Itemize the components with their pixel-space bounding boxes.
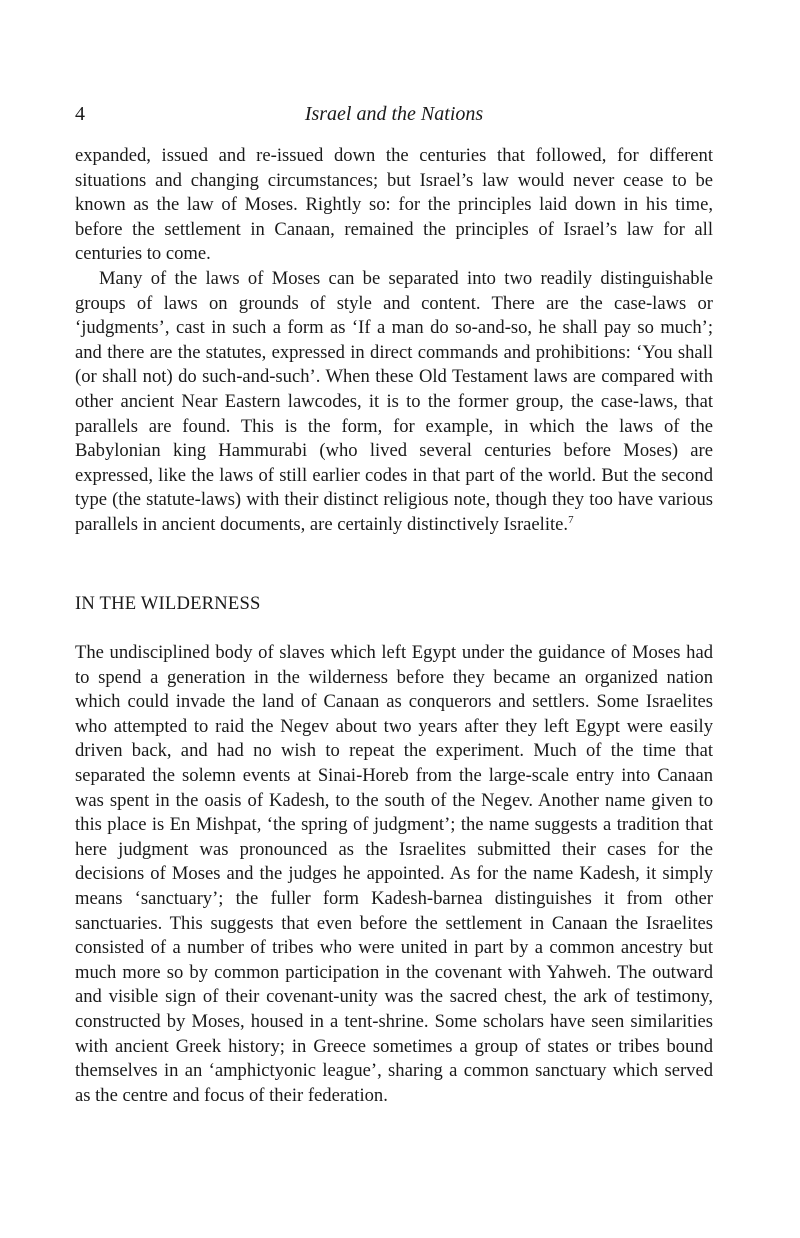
paragraph-1-text: expanded, issued and re-issued down the centuries that followed, for different situations and changing circumstances; but Israel’s law would never cease to be known as the law of Moses. Rightly so: for the principles laid down in his time, before the settlement in Canaan, remained the principles of Israel’s law for all centuries to come.: [75, 145, 713, 265]
page-number: 4: [75, 103, 85, 125]
running-title: Israel and the Nations: [304, 103, 484, 125]
paragraph-2: [75, 267, 713, 538]
paragraph-3-text: The undisciplined body of slaves which left Egypt under the guidance of Moses had to spend a generation in the wilderness before they became an organized nation which could invade the land of Canaan as conquerors and settlers. Some Israelites who attempted to raid the Negev about two years after they left Egypt were easily driven back, and had no wish to repeat the experiment. Much of the time that separated the solemn events at Sinai-Horeb from the large-scale entry into Canaan was spent in the oasis of Kadesh, to the south of the Negev. Another name given to this place is En Mishpat, ‘the spring of judgment’; the name suggests a tradition that here judgment was pronounced as the Israelites submitted their cases for the decisions of Moses and the judges he appointed. As for the name Kadesh, it simply means ‘sanctuary’; the fuller form Kadesh-barnea distinguishes it from other sanctuaries. This suggests that even before the settlement in Canaan the Israelites consisted of a number of tribes who were united in part by a common ancestry but much more so by common participation in the covenant with Yahweh. The outward and visible sign of their covenant-unity was the sacred chest, the ark of testimony, constructed by Moses, housed in a tent-shrine. Some scholars have seen similarities with ancient Greek history; in Greece sometimes a group of states or tribes bound themselves in an ‘amphictyonic league’, sharing a common sanctuary which served as the centre and focus of their federation.: [75, 642, 713, 1106]
section-heading: IN THE WILDERNESS: [75, 593, 261, 614]
paragraph-1: [75, 144, 713, 267]
paragraph-2-text: Many of the laws of Moses can be separated into two readily distinguishable groups of laws on grounds of style and content. There are the case-laws or ‘judgments’, cast in such a form as ‘If a man do so-and-so, he shall pay so much’; and there are the statutes, expressed in direct commands and prohibitions: ‘You shall (or shall not) do such-and-such’. When these Old Testament laws are compared with other ancient Near Eastern lawcodes, it is to the former group, the case-laws, that parallels are found. This is the form, for example, in which the laws of the Babylonian king Hammurabi (who lived several centuries before Moses) are expressed, like the laws of still earlier codes in that part of the world. But the second type (the statute-laws) with their distinct religious note, though they too have various parallels in ancient documents, are certainly distinctively Israelite.: [75, 268, 713, 535]
running-head: [75, 101, 713, 127]
paragraph-2-block: [75, 267, 713, 538]
footnote-marker: 7: [568, 513, 574, 526]
paragraph-3: [75, 641, 713, 1108]
